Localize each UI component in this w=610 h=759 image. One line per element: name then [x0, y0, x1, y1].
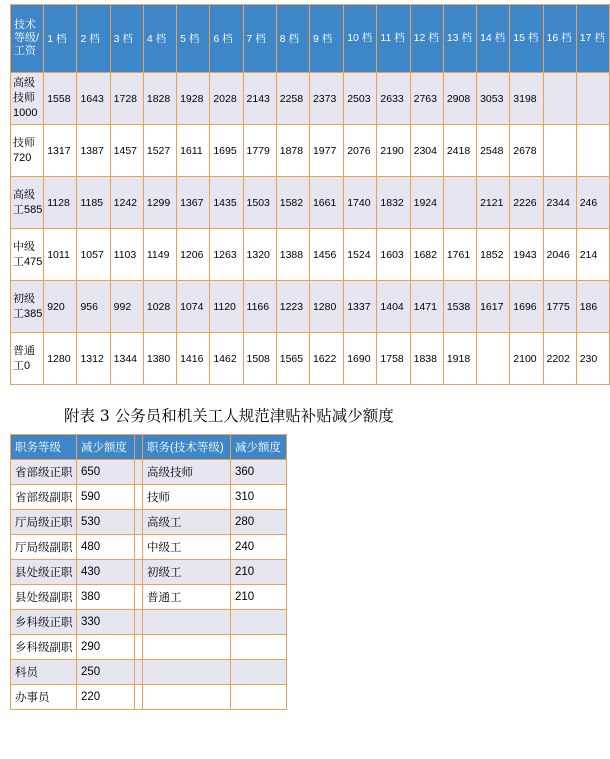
reduction-amount-cell: 290 — [77, 635, 135, 660]
technical-reduction-cell: 280 — [231, 510, 287, 535]
wage-cell: 1617 — [477, 281, 510, 333]
wage-cell: 3053 — [477, 73, 510, 125]
wage-cell: 1456 — [309, 229, 343, 281]
wage-cell: 1775 — [543, 281, 576, 333]
grade-row — [11, 229, 610, 281]
wage-cell: 1977 — [309, 125, 343, 177]
wage-cell: 1263 — [210, 229, 243, 281]
technical-reduction-cell: 210 — [231, 560, 287, 585]
wage-cell: 1471 — [410, 281, 443, 333]
wage-cell: 1280 — [309, 281, 343, 333]
technical-reduction-cell — [231, 660, 287, 685]
column-header: 10 档 — [344, 5, 377, 73]
technical-level-cell: 技师 — [143, 485, 231, 510]
gap-cell — [135, 585, 143, 610]
column-header: 17 档 — [576, 5, 609, 73]
wage-cell: 2121 — [477, 177, 510, 229]
wage-cell: 2226 — [510, 177, 543, 229]
wage-cell: 1695 — [210, 125, 243, 177]
wage-cell: 1643 — [77, 73, 110, 125]
wage-cell: 2143 — [243, 73, 276, 125]
reduction-amount-cell: 220 — [77, 685, 135, 710]
wage-cell: 1690 — [344, 333, 377, 385]
row-label: 中级工475 — [11, 229, 44, 281]
technical-level-cell: 高级工 — [143, 510, 231, 535]
wage-cell: 2100 — [510, 333, 543, 385]
wage-cell: 1057 — [77, 229, 110, 281]
wage-cell: 1223 — [276, 281, 309, 333]
wage-cell: 1682 — [410, 229, 443, 281]
wage-cell: 1761 — [443, 229, 476, 281]
reduction-row — [11, 635, 287, 660]
wage-cell: 1918 — [443, 333, 476, 385]
wage-cell: 1603 — [377, 229, 410, 281]
reduction-row — [11, 660, 287, 685]
wage-cell — [576, 73, 609, 125]
reduction-row — [11, 535, 287, 560]
technical-reduction-cell — [231, 685, 287, 710]
wage-cell: 2418 — [443, 125, 476, 177]
wage-cell: 2258 — [276, 73, 309, 125]
wage-cell: 1388 — [276, 229, 309, 281]
gap-cell — [135, 485, 143, 510]
wage-cell: 2190 — [377, 125, 410, 177]
wage-cell: 2908 — [443, 73, 476, 125]
wage-cell: 1558 — [44, 73, 77, 125]
technical-reduction-cell: 210 — [231, 585, 287, 610]
reduction-amount-cell: 590 — [77, 485, 135, 510]
wage-cell: 1120 — [210, 281, 243, 333]
wage-cell: 1503 — [243, 177, 276, 229]
wage-cell — [477, 333, 510, 385]
wage-cell: 2202 — [543, 333, 576, 385]
position-level-cell: 厅局级正职 — [11, 510, 77, 535]
wage-cell: 1852 — [477, 229, 510, 281]
wage-cell: 3198 — [510, 73, 543, 125]
position-level-cell: 科员 — [11, 660, 77, 685]
technical-level-cell — [143, 660, 231, 685]
wage-cell: 2503 — [344, 73, 377, 125]
gap-cell — [135, 685, 143, 710]
gap-cell — [135, 635, 143, 660]
wage-cell: 992 — [110, 281, 143, 333]
gap-cell — [135, 460, 143, 485]
gap-cell — [135, 510, 143, 535]
technical-level-cell: 初级工 — [143, 560, 231, 585]
reduction-amount-cell: 330 — [77, 610, 135, 635]
column-header: 15 档 — [510, 5, 543, 73]
table-caption: 附表 3 公务员和机关工人规范津贴补贴减少额度 — [64, 407, 394, 425]
technical-reduction-cell: 310 — [231, 485, 287, 510]
column-header: 13 档 — [443, 5, 476, 73]
wage-cell: 1758 — [377, 333, 410, 385]
technical-level-cell: 高级技师 — [143, 460, 231, 485]
wage-cell: 1622 — [309, 333, 343, 385]
row-label: 高级技师1000 — [11, 73, 44, 125]
technical-reduction-cell: 240 — [231, 535, 287, 560]
column-header: 14 档 — [477, 5, 510, 73]
gap-cell — [135, 560, 143, 585]
wage-cell: 2344 — [543, 177, 576, 229]
row-label: 技师720 — [11, 125, 44, 177]
wage-cell: 1582 — [276, 177, 309, 229]
column-header: 5 档 — [177, 5, 210, 73]
wage-cell: 2373 — [309, 73, 343, 125]
header-reduction-amount: 减少额度 — [77, 435, 135, 460]
wage-cell: 1457 — [110, 125, 143, 177]
grade-row — [11, 125, 610, 177]
reduction-amount-cell: 650 — [77, 460, 135, 485]
technical-level-cell — [143, 635, 231, 660]
wage-cell: 1943 — [510, 229, 543, 281]
wage-cell: 1611 — [177, 125, 210, 177]
wage-cell: 1416 — [177, 333, 210, 385]
wage-grade-table — [10, 4, 610, 385]
position-level-cell: 厅局级副职 — [11, 535, 77, 560]
wage-cell: 2304 — [410, 125, 443, 177]
reduction-row — [11, 610, 287, 635]
gap-cell — [135, 660, 143, 685]
wage-cell: 1524 — [344, 229, 377, 281]
wage-cell: 1508 — [243, 333, 276, 385]
wage-cell: 920 — [44, 281, 77, 333]
grade-row — [11, 73, 610, 125]
position-level-cell: 乡科级正职 — [11, 610, 77, 635]
wage-cell: 1924 — [410, 177, 443, 229]
column-header: 4 档 — [143, 5, 176, 73]
technical-reduction-cell — [231, 635, 287, 660]
grade-row — [11, 281, 610, 333]
wage-cell: 1565 — [276, 333, 309, 385]
column-header: 1 档 — [44, 5, 77, 73]
wage-cell: 2678 — [510, 125, 543, 177]
technical-reduction-cell: 360 — [231, 460, 287, 485]
row-label: 普通工0 — [11, 333, 44, 385]
wage-cell: 1828 — [143, 73, 176, 125]
wage-cell: 1280 — [44, 333, 77, 385]
wage-cell: 1312 — [77, 333, 110, 385]
wage-cell: 2763 — [410, 73, 443, 125]
wage-cell: 1011 — [44, 229, 77, 281]
wage-cell: 1404 — [377, 281, 410, 333]
wage-cell: 1527 — [143, 125, 176, 177]
wage-cell: 2633 — [377, 73, 410, 125]
wage-cell: 1103 — [110, 229, 143, 281]
technical-level-cell: 中级工 — [143, 535, 231, 560]
wage-cell: 1435 — [210, 177, 243, 229]
wage-cell: 2046 — [543, 229, 576, 281]
wage-cell: 2548 — [477, 125, 510, 177]
wage-cell: 1128 — [44, 177, 77, 229]
grade-table-header-row — [11, 5, 610, 73]
wage-cell: 1185 — [77, 177, 110, 229]
wage-cell: 1728 — [110, 73, 143, 125]
wage-cell: 1149 — [143, 229, 176, 281]
technical-reduction-cell — [231, 610, 287, 635]
grade-row — [11, 333, 610, 385]
wage-cell: 1299 — [143, 177, 176, 229]
wage-cell: 1028 — [143, 281, 176, 333]
wage-cell: 1367 — [177, 177, 210, 229]
position-level-cell: 办事员 — [11, 685, 77, 710]
wage-cell: 1206 — [177, 229, 210, 281]
column-header: 11 档 — [377, 5, 410, 73]
reduction-row — [11, 485, 287, 510]
wage-cell: 230 — [576, 333, 609, 385]
wage-cell — [543, 125, 576, 177]
reduction-amount-cell: 250 — [77, 660, 135, 685]
column-header: 12 档 — [410, 5, 443, 73]
reduction-amount-cell: 480 — [77, 535, 135, 560]
reduction-row — [11, 460, 287, 485]
row-label: 初级工385 — [11, 281, 44, 333]
wage-cell: 1320 — [243, 229, 276, 281]
header-position-level: 职务等级 — [11, 435, 77, 460]
corner-header: 技术等级/工资 — [11, 5, 44, 73]
wage-cell: 1928 — [177, 73, 210, 125]
reduction-amount-cell: 430 — [77, 560, 135, 585]
wage-cell: 1317 — [44, 125, 77, 177]
wage-cell: 214 — [576, 229, 609, 281]
wage-cell: 1074 — [177, 281, 210, 333]
wage-cell: 2076 — [344, 125, 377, 177]
wage-cell: 1832 — [377, 177, 410, 229]
header-technical-level: 职务(技术等级) — [143, 435, 231, 460]
header-gap — [135, 435, 143, 460]
wage-cell: 1661 — [309, 177, 343, 229]
wage-cell: 1740 — [344, 177, 377, 229]
position-level-cell: 省部级正职 — [11, 460, 77, 485]
wage-cell — [443, 177, 476, 229]
allowance-reduction-table — [10, 434, 287, 710]
wage-cell: 1696 — [510, 281, 543, 333]
wage-cell: 1344 — [110, 333, 143, 385]
technical-level-cell: 普通工 — [143, 585, 231, 610]
wage-cell: 246 — [576, 177, 609, 229]
wage-cell: 1387 — [77, 125, 110, 177]
reduction-amount-cell: 530 — [77, 510, 135, 535]
reduction-header-row — [11, 435, 287, 460]
position-level-cell: 县处级副职 — [11, 585, 77, 610]
column-header: 3 档 — [110, 5, 143, 73]
wage-cell: 186 — [576, 281, 609, 333]
column-header: 8 档 — [276, 5, 309, 73]
wage-cell: 1462 — [210, 333, 243, 385]
wage-cell: 1779 — [243, 125, 276, 177]
column-header: 2 档 — [77, 5, 110, 73]
wage-cell: 956 — [77, 281, 110, 333]
technical-level-cell — [143, 610, 231, 635]
gap-cell — [135, 535, 143, 560]
wage-cell: 1242 — [110, 177, 143, 229]
position-level-cell: 县处级正职 — [11, 560, 77, 585]
row-label: 高级工585 — [11, 177, 44, 229]
reduction-amount-cell: 380 — [77, 585, 135, 610]
grade-row — [11, 177, 610, 229]
wage-cell — [543, 73, 576, 125]
wage-cell — [576, 125, 609, 177]
header-reduction-amount-2: 减少额度 — [231, 435, 287, 460]
reduction-row — [11, 560, 287, 585]
column-header: 9 档 — [309, 5, 343, 73]
wage-cell: 1380 — [143, 333, 176, 385]
wage-cell: 1166 — [243, 281, 276, 333]
reduction-row — [11, 510, 287, 535]
wage-cell: 1337 — [344, 281, 377, 333]
technical-level-cell — [143, 685, 231, 710]
wage-cell: 1878 — [276, 125, 309, 177]
reduction-row — [11, 585, 287, 610]
wage-cell: 1838 — [410, 333, 443, 385]
position-level-cell: 乡科级副职 — [11, 635, 77, 660]
wage-cell: 1538 — [443, 281, 476, 333]
position-level-cell: 省部级副职 — [11, 485, 77, 510]
column-header: 16 档 — [543, 5, 576, 73]
gap-cell — [135, 610, 143, 635]
column-header: 6 档 — [210, 5, 243, 73]
column-header: 7 档 — [243, 5, 276, 73]
reduction-row — [11, 685, 287, 710]
wage-cell: 2028 — [210, 73, 243, 125]
